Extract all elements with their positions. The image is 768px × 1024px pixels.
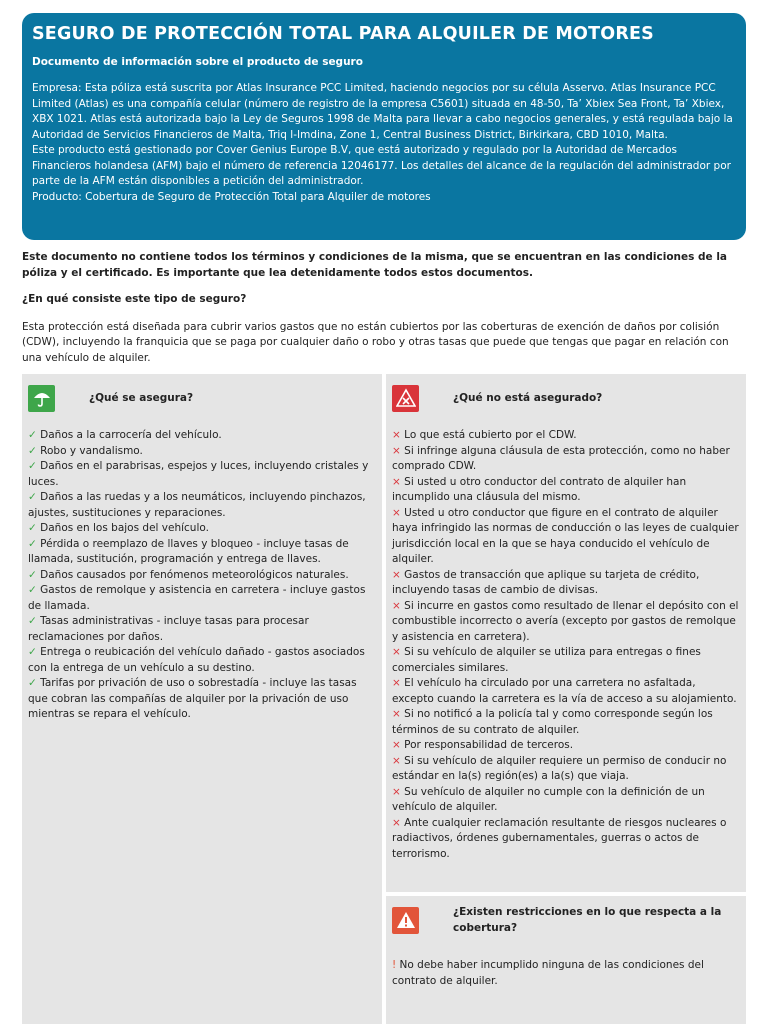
list-item-text: Entrega o reubicación del vehículo dañado - gastos asociados con la entrega de un vehículo a su destino. xyxy=(28,646,365,674)
alert-triangle-icon xyxy=(392,907,419,934)
ex-mark-icon: ! xyxy=(392,959,397,971)
list-item-text: Gastos de transacción que aplique su tarjeta de crédito, incluyendo tasas de cambio de divisas. xyxy=(392,568,700,596)
x-mark-icon: × xyxy=(392,785,401,798)
list-item-text: Si usted u otro conductor del contrato de alquiler han incumplido una cláusula del mismo. xyxy=(392,475,687,503)
list-item-text: Daños en el parabrisas, espejos y luces, incluyendo cristales y luces. xyxy=(28,460,369,488)
list-item-text: Daños a las ruedas y a los neumáticos, incluyendo pinchazos, ajustes, sustituciones y reparaciones. xyxy=(28,491,366,519)
notice-text: Este documento no contiene todos los términos y condiciones de la misma, que se encuentran en las condiciones de la póliza y el certificado. Es importante que lea detenidamente todos estos documentos. xyxy=(22,251,728,279)
x-mark-icon: × xyxy=(392,599,401,612)
list-item xyxy=(392,754,740,785)
insurance-type-question: ¿En qué consiste este tipo de seguro? xyxy=(22,293,247,305)
x-mark-icon: × xyxy=(392,739,401,751)
document-title: SEGURO DE PROTECCIÓN TOTAL PARA ALQUILER DE MOTORES xyxy=(32,24,654,44)
list-item-text: Si incurre en gastos como resultado de llenar el depósito con el combustible incorrecto o avería (excepto por gastos de remolque y asistencia en carretera). xyxy=(392,599,739,643)
list-item xyxy=(28,537,376,568)
list-item xyxy=(392,738,740,754)
list-item xyxy=(392,958,740,989)
list-item xyxy=(28,676,376,723)
list-item-text: Tasas administrativas - incluye tasas para procesar reclamaciones por daños. xyxy=(28,615,309,643)
x-mark-icon: × xyxy=(392,429,401,441)
list-item xyxy=(392,707,740,738)
insured-header xyxy=(28,380,376,416)
list-item xyxy=(392,444,740,475)
list-item xyxy=(392,599,740,646)
list-item-text: Si su vehículo de alquiler se utiliza para entregas o fines comerciales similares. xyxy=(392,646,701,674)
list-item xyxy=(392,475,740,506)
x-mark-icon: × xyxy=(392,754,401,767)
product-paragraph: Producto: Cobertura de Seguro de Protección Total para Alquiler de motores xyxy=(32,190,431,203)
restrictions-panel xyxy=(386,896,746,1024)
check-mark-icon: ✓ xyxy=(28,460,37,472)
check-mark-icon: ✓ xyxy=(28,677,37,689)
list-item xyxy=(392,568,740,599)
list-item-text: Si infringe alguna cláusula de esta protección, como no haber comprado CDW. xyxy=(392,444,730,472)
x-mark-icon: × xyxy=(392,568,401,581)
list-item xyxy=(392,645,740,676)
check-mark-icon: ✓ xyxy=(28,444,37,457)
list-item-text: Daños en los bajos del vehículo. xyxy=(36,522,209,534)
list-item xyxy=(392,676,740,707)
list-item-text: Si su vehículo de alquiler requiere un permiso de conducir no estándar en la(s) región(es) a la(s) que viaja. xyxy=(392,754,727,782)
list-item-text: Robo y vandalismo. xyxy=(36,444,143,457)
x-mark-icon: × xyxy=(392,646,401,658)
list-item xyxy=(392,816,740,863)
not-insured-panel xyxy=(386,374,746,892)
list-item xyxy=(28,568,376,584)
list-item xyxy=(28,490,376,521)
check-mark-icon: ✓ xyxy=(28,537,37,550)
check-mark-icon: ✓ xyxy=(28,429,37,441)
list-item xyxy=(28,459,376,490)
list-item-text: Daños causados por fenómenos meteorológicos naturales. xyxy=(36,568,349,581)
insured-title: ¿Qué se asegura? xyxy=(89,392,194,404)
check-mark-icon: ✓ xyxy=(28,522,37,534)
header-panel xyxy=(22,13,746,240)
list-item-text: Su vehículo de alquiler no cumple con la definición de un vehículo de alquiler. xyxy=(392,785,705,813)
list-item-text: Lo que está cubierto por el CDW. xyxy=(400,429,577,441)
list-item-text: Usted u otro conductor que figure en el contrato de alquiler haya infringido las normas de conducción o las leyes de cualquier jurisdicción local en la que se haya conducido el vehículo de alquiler. xyxy=(392,506,739,565)
check-mark-icon: ✓ xyxy=(28,615,37,627)
document-subtitle: Documento de información sobre el producto de seguro xyxy=(32,56,363,68)
list-item xyxy=(28,428,376,444)
company-paragraph: Empresa: Esta póliza está suscrita por Atlas Insurance PCC Limited, haciendo negocios por su célula Asservo. Atlas Insurance PCC Limited (Atlas) es una compañía celular (número de registro de la empresa C5601) situada en 48-50, Ta’ Xbiex Sea Front, Ta’ Xbiex, XBX 1021. Atlas está autorizada bajo la Ley de Seguros 1998 de Malta para llevar a cabo negocios generales, y está regulada bajo la Autoridad de Servicios Financieros de Malta, Triq l-Imdina, Zone 1, Central Business District, Birkirkara, CBD 1010, Malta. xyxy=(32,82,733,141)
check-mark-icon: ✓ xyxy=(28,491,37,503)
x-mark-icon: × xyxy=(392,816,401,829)
list-item xyxy=(392,506,740,568)
administrator-paragraph: Este producto está gestionado por Cover Genius Europe B.V, que está autorizado y regulado por la Autoridad de Mercados Financieros holandesa (AFM) bajo el número de referencia 12046177. Los detalles del alcance de la regulación del administrador por parte de la AFM están disponibles a petición del administrador. xyxy=(32,144,731,187)
not-insured-list xyxy=(392,428,740,862)
warning-x-icon xyxy=(392,385,419,412)
list-item-text: Tarifas por privación de uso o sobrestadía - incluye las tasas que cobran las compañías de alquiler por la privación de uso mientras se repara el vehículo. xyxy=(28,677,357,720)
x-mark-icon: × xyxy=(392,708,401,720)
list-item-text: Pérdida o reemplazo de llaves y bloqueo - incluye tasas de llamada, sustitución, programación y entrega de llaves. xyxy=(28,537,349,565)
list-item-text: Si no notificó a la policía tal y como corresponde según los términos de su contrato de alquiler. xyxy=(392,708,713,736)
list-item xyxy=(28,645,376,676)
list-item xyxy=(28,521,376,537)
company-info xyxy=(32,81,736,205)
check-mark-icon: ✓ xyxy=(28,646,37,658)
list-item xyxy=(392,785,740,816)
x-mark-icon: × xyxy=(392,444,401,457)
restrictions-header xyxy=(392,902,740,938)
restrictions-list xyxy=(392,958,740,989)
check-mark-icon: ✓ xyxy=(28,568,37,581)
list-item xyxy=(28,614,376,645)
umbrella-icon xyxy=(28,385,55,412)
list-item xyxy=(392,428,740,444)
list-item xyxy=(28,583,376,614)
not-insured-header xyxy=(392,380,740,416)
intro-section xyxy=(22,250,746,366)
list-item-text: El vehículo ha circulado por una carretera no asfaltada, excepto cuando la carretera es la vía de acceso a su alojamiento. xyxy=(392,677,737,705)
list-item-text: Daños a la carrocería del vehículo. xyxy=(36,429,222,441)
insured-panel xyxy=(22,374,382,1024)
insured-list xyxy=(28,428,376,723)
insurance-description: Esta protección está diseñada para cubrir varios gastos que no están cubiertos por las coberturas de exención de daños por colisión (CDW), incluyendo la franquicia que se paga por cualquier daño o robo y otras tasas que puede que tengas que pagar en relación con una vehículo de alquiler. xyxy=(22,320,729,364)
x-mark-icon: × xyxy=(392,677,401,689)
x-mark-icon: × xyxy=(392,506,401,519)
check-mark-icon: ✓ xyxy=(28,584,37,596)
list-item-text: Por responsabilidad de terceros. xyxy=(400,739,574,751)
not-insured-title: ¿Qué no está asegurado? xyxy=(453,392,603,404)
list-item-text: Ante cualquier reclamación resultante de riesgos nucleares o radiactivos, órdenes gubernamentales, guerras o actos de terrorismo. xyxy=(392,816,727,860)
x-mark-icon: × xyxy=(392,475,401,488)
restrictions-title: ¿Existen restricciones en lo que respecta a la cobertura? xyxy=(453,906,722,934)
list-item-text: No debe haber incumplido ninguna de las condiciones del contrato de alquiler. xyxy=(392,959,704,987)
list-item xyxy=(28,444,376,460)
list-item-text: Gastos de remolque y asistencia en carretera - incluye gastos de llamada. xyxy=(28,584,366,612)
